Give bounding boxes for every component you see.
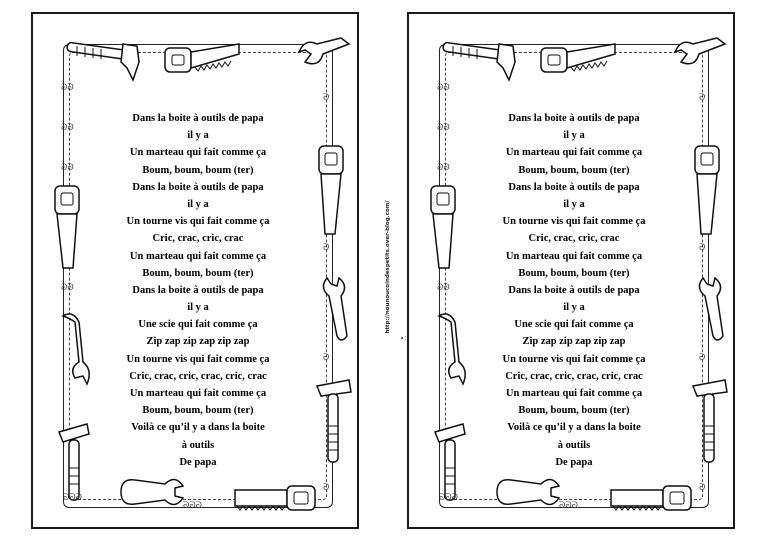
poem-line: Dans la boite à outils de papa — [508, 181, 640, 193]
doodle-curl: ᘐᘐ — [61, 123, 74, 133]
doodle-curl: ᘐᘐᘐ — [183, 501, 203, 511]
saw-icon — [537, 42, 617, 78]
website-url: http://nounoucoindespetits.over-blog.com/ — [385, 200, 391, 334]
poem-line: Un tourne vis qui fait comme ça — [502, 353, 646, 365]
poem-line: Un marteau qui fait comme ça — [129, 388, 267, 399]
doodle-curl: ᘐᘐᘐ — [63, 493, 83, 503]
poem-line: à outils — [557, 439, 591, 451]
poem-line: Cric, crac, cric, crac — [528, 233, 620, 245]
poem-line: il y a — [187, 130, 209, 142]
wrench-icon — [493, 472, 563, 508]
poem-line: Boum, boum, boum (ter) — [142, 164, 254, 176]
saw-icon — [51, 182, 85, 272]
wrench-icon — [671, 34, 731, 74]
poem-sheet-right — [407, 12, 735, 529]
poem-sheet-left — [31, 12, 359, 529]
doodle-curl: ᘐ — [323, 243, 330, 253]
poem-line: Dans la boite à outils de papa — [508, 113, 640, 124]
poem-line: Voilà ce qu’il y a dans la boite — [507, 422, 641, 434]
hammer-icon — [65, 38, 143, 86]
saw-icon — [231, 482, 317, 514]
doodle-curl: ᘐ — [699, 483, 706, 493]
poem-line: Boum, boum, boum (ter) — [518, 164, 630, 176]
decorative-dots: ∙: — [400, 334, 407, 342]
doodle-curl: ᘐ — [699, 353, 706, 363]
hammer-icon — [313, 376, 353, 466]
poem-line: il y a — [563, 198, 585, 210]
poem-line: Zip zap zip zap zip zap — [522, 336, 626, 348]
doodle-curl: ᘐᘐᘐ — [439, 493, 459, 503]
poem-line: Un tourne vis qui fait comme ça — [126, 353, 270, 365]
hammer-icon — [57, 420, 91, 504]
doodle-curl: ᘐ — [323, 353, 330, 363]
poem-line: Cric, crac, cric, crac, cric, crac — [505, 370, 643, 382]
poem-line: Boum, boum, boum (ter) — [142, 267, 254, 279]
saw-icon — [607, 482, 693, 514]
doodle-curl: ᘐ — [699, 243, 706, 253]
saw-icon — [427, 182, 461, 272]
wrench-icon — [695, 274, 729, 346]
wrench-icon — [319, 274, 353, 346]
poem-line: il y a — [563, 302, 585, 314]
doodle-curl: ᘐᘐ — [437, 123, 450, 133]
wrench-icon — [433, 310, 473, 390]
poem-line: Boum, boum, boum (ter) — [142, 405, 254, 417]
poem-line: Un tourne vis qui fait comme ça — [502, 216, 646, 228]
poem-line: Un tourne vis qui fait comme ça — [126, 216, 270, 228]
hammer-icon — [433, 420, 467, 504]
doodle-curl: ᘐᘐᘐ — [559, 501, 579, 511]
doodle-curl: ᘐ — [699, 93, 706, 103]
saw-icon — [691, 142, 725, 238]
hammer-icon — [689, 376, 729, 466]
poem-line: Zip zap zip zap zip zap — [146, 336, 250, 348]
poem-line: Un marteau qui fait comme ça — [505, 147, 643, 159]
poem-line: Un marteau qui fait comme ça — [129, 147, 267, 159]
poem-line: Dans la boite à outils de papa — [132, 113, 264, 124]
doodle-curl: ᘐ — [323, 483, 330, 493]
doodle-curl: ᘐᘐ — [61, 83, 74, 93]
poem-line: Dans la boite à outils de papa — [508, 284, 640, 296]
poem-line: De papa — [179, 456, 217, 468]
poem-line: il y a — [563, 130, 585, 142]
poem-line: Une scie qui fait comme ça — [138, 319, 258, 331]
poem-line: il y a — [187, 198, 209, 210]
poem-line: Un marteau qui fait comme ça — [505, 388, 643, 399]
poem-line: De papa — [555, 456, 593, 468]
hammer-icon — [441, 38, 519, 86]
doodle-curl: ᘐᘐ — [437, 283, 450, 293]
poem-line: Un marteau qui fait comme ça — [505, 250, 643, 262]
saw-icon — [315, 142, 349, 238]
website-credit — [380, 190, 394, 350]
poem-line: Cric, crac, cric, crac — [152, 233, 244, 245]
wrench-icon — [57, 310, 97, 390]
poem-line: Une scie qui fait comme ça — [514, 319, 634, 331]
doodle-curl: ᘐᘐ — [437, 83, 450, 93]
poem-line: Voilà ce qu’il y a dans la boite — [131, 422, 265, 434]
poem-line: Cric, crac, cric, crac, cric, crac — [129, 370, 267, 382]
poem-text — [479, 110, 669, 471]
doodle-curl: ᘐᘐ — [61, 283, 74, 293]
wrench-icon — [295, 34, 355, 74]
poem-line: Boum, boum, boum (ter) — [518, 267, 630, 279]
poem-line: Boum, boum, boum (ter) — [518, 405, 630, 417]
poem-line: Dans la boite à outils de papa — [132, 181, 264, 193]
poem-line: Dans la boite à outils de papa — [132, 284, 264, 296]
doodle-curl: ᘐ — [323, 93, 330, 103]
saw-icon — [161, 42, 241, 78]
poem-line: à outils — [181, 439, 215, 451]
doodle-curl: ᘐᘐ — [437, 163, 450, 173]
doodle-curl: ᘐᘐ — [61, 163, 74, 173]
poem-line: Un marteau qui fait comme ça — [129, 250, 267, 262]
poem-line: il y a — [187, 302, 209, 314]
wrench-icon — [117, 472, 187, 508]
poem-text — [103, 110, 293, 471]
